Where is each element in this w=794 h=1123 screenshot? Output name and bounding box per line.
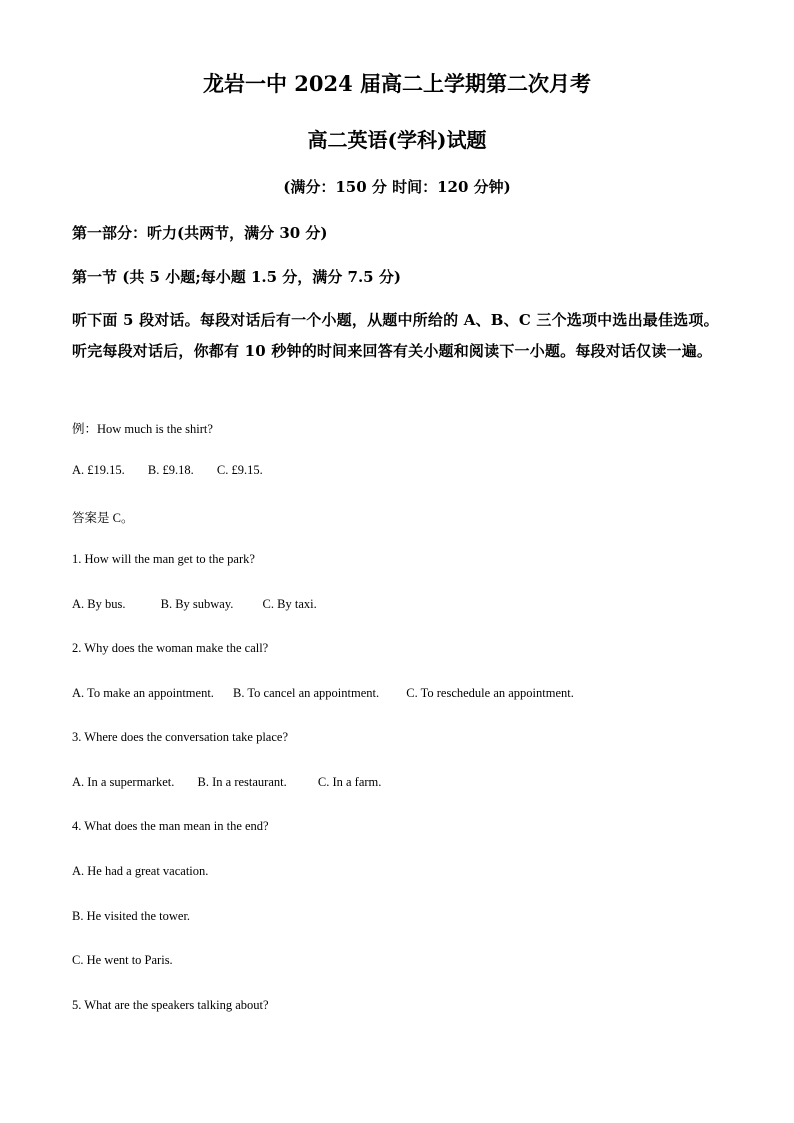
exam-meta: (满分：150 分 时间：120 分钟) [283,178,511,196]
example-question: 例：How much is the shirt? [72,422,213,436]
section1-heading: 第一节 (共 5 小题;每小题 1.5 分，满分 7.5 分) [72,268,401,286]
example-options [72,463,263,478]
question-4-option-c: C. He went to Paris. [72,953,173,967]
question-5: 5. What are the speakers talking about? [72,998,269,1012]
option-c: C. By taxi. [262,597,317,611]
part1-heading: 第一部分：听力(共两节，满分 30 分) [72,224,328,242]
option-b: B. In a restaurant. [197,775,287,789]
exam-title: 龙岩一中 2024 届高二上学期第二次月考 [202,71,592,96]
example-answer: 答案是 C。 [72,511,134,525]
option-b: B. £9.18. [147,463,194,477]
option-c: C. £9.15. [216,463,263,477]
question-2: 2. Why does the woman make the call? [72,641,269,655]
listening-instructions: 听下面 5 段对话。每段对话后有一个小题，从题中所给的 A、B、C 三个选项中选出最佳选项。听完每段对话后，你都有 10 秒钟的时间来回答有关小题和阅读下一小题。每段对话仅读一遍。 [72,311,719,360]
question-1-options [72,597,317,612]
option-a: A. By bus. [72,597,126,611]
option-c: C. In a farm. [317,775,382,789]
option-a: A. To make an appointment. [72,686,214,700]
option-a: A. £19.15. [72,463,125,477]
question-3: 3. Where does the conversation take place? [72,730,288,744]
option-a: A. In a supermarket. [72,775,175,789]
question-2-options [72,686,574,701]
exam-subtitle: 高二英语(学科)试题 [307,128,487,152]
question-4: 4. What does the man mean in the end? [72,819,269,833]
question-4-option-a: A. He had a great vacation. [72,864,209,878]
question-4-option-b: B. He visited the tower. [72,909,191,923]
option-b: B. By subway. [160,597,234,611]
option-b: B. To cancel an appointment. [233,686,380,700]
option-c: C. To reschedule an appointment. [406,686,574,700]
question-1: 1. How will the man get to the park? [72,552,255,566]
question-3-options [72,775,381,790]
